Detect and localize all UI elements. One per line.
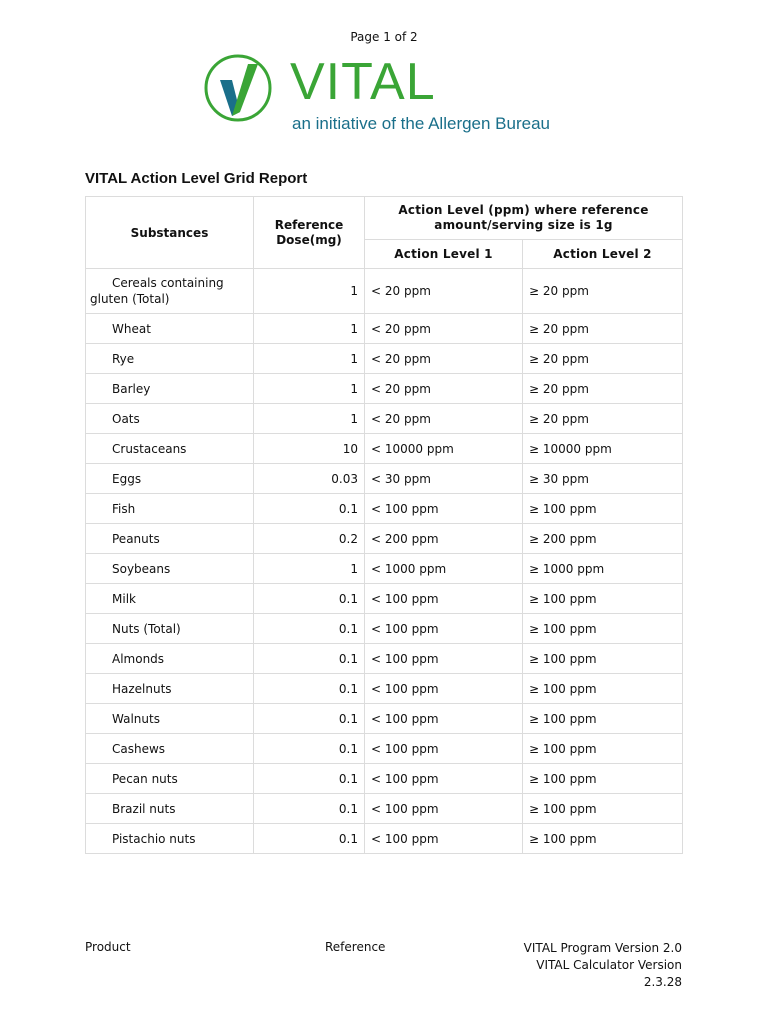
- action-level-1-cell: < 20 ppm: [365, 314, 523, 344]
- action-level-1-cell: < 100 ppm: [365, 704, 523, 734]
- table-row: [86, 464, 683, 494]
- substance-cell: Pecan nuts: [86, 764, 254, 794]
- action-level-2-cell: ≥ 100 ppm: [523, 764, 683, 794]
- page-number: Page 1 of 2: [350, 30, 418, 44]
- action-level-1-cell: < 100 ppm: [365, 734, 523, 764]
- action-level-2-cell: ≥ 100 ppm: [523, 674, 683, 704]
- action-level-1-cell: < 20 ppm: [365, 269, 523, 314]
- table-row: [86, 644, 683, 674]
- table-row: [86, 344, 683, 374]
- footer-product: Product: [85, 940, 131, 954]
- logo-tagline: an initiative of the Allergen Bureau: [292, 114, 551, 133]
- substance-cell: Milk: [86, 584, 254, 614]
- action-level-1-cell: < 30 ppm: [365, 464, 523, 494]
- action-level-2-cell: ≥ 100 ppm: [523, 794, 683, 824]
- grid-body: [86, 269, 683, 854]
- action-level-1-cell: < 10000 ppm: [365, 434, 523, 464]
- reference-dose-cell: 0.1: [254, 584, 365, 614]
- action-level-2-cell: ≥ 1000 ppm: [523, 554, 683, 584]
- table-row: [86, 824, 683, 854]
- header-substances: Substances: [86, 197, 254, 269]
- reference-dose-cell: 0.1: [254, 824, 365, 854]
- footer-version: [482, 940, 682, 991]
- table-row: [86, 554, 683, 584]
- action-level-1-cell: < 100 ppm: [365, 584, 523, 614]
- vital-logo: [200, 48, 570, 138]
- table-row: [86, 434, 683, 464]
- action-level-1-cell: < 100 ppm: [365, 614, 523, 644]
- action-level-2-cell: ≥ 100 ppm: [523, 584, 683, 614]
- action-level-grid: [85, 196, 683, 854]
- table-row: [86, 314, 683, 344]
- reference-dose-cell: 0.1: [254, 794, 365, 824]
- action-level-1-cell: < 100 ppm: [365, 494, 523, 524]
- action-level-2-cell: ≥ 20 ppm: [523, 374, 683, 404]
- reference-dose-cell: 0.1: [254, 494, 365, 524]
- reference-dose-cell: 0.1: [254, 764, 365, 794]
- table-row: [86, 614, 683, 644]
- action-level-1-cell: < 20 ppm: [365, 404, 523, 434]
- reference-dose-cell: 0.1: [254, 644, 365, 674]
- action-level-2-cell: ≥ 20 ppm: [523, 344, 683, 374]
- substance-cell: Walnuts: [86, 704, 254, 734]
- table-row: [86, 734, 683, 764]
- substance-cell: Cashews: [86, 734, 254, 764]
- substance-cell: Soybeans: [86, 554, 254, 584]
- table-row: [86, 674, 683, 704]
- table-row: [86, 494, 683, 524]
- action-level-1-cell: < 100 ppm: [365, 674, 523, 704]
- action-level-2-cell: ≥ 100 ppm: [523, 494, 683, 524]
- action-level-1-cell: < 20 ppm: [365, 344, 523, 374]
- substance-cell: Eggs: [86, 464, 254, 494]
- header-reference-dose: Reference Dose(mg): [254, 197, 365, 269]
- action-level-2-cell: ≥ 20 ppm: [523, 314, 683, 344]
- table-row: [86, 404, 683, 434]
- action-level-1-cell: < 100 ppm: [365, 644, 523, 674]
- table-row: [86, 794, 683, 824]
- action-level-2-cell: ≥ 10000 ppm: [523, 434, 683, 464]
- action-level-1-cell: < 100 ppm: [365, 794, 523, 824]
- action-level-2-cell: ≥ 100 ppm: [523, 704, 683, 734]
- table-row: [86, 374, 683, 404]
- table-row: [86, 764, 683, 794]
- footer-version-line: VITAL Program Version 2.0: [523, 941, 682, 955]
- substance-cell: Fish: [86, 494, 254, 524]
- substance-cell: Brazil nuts: [86, 794, 254, 824]
- action-level-2-cell: ≥ 200 ppm: [523, 524, 683, 554]
- reference-dose-cell: 1: [254, 404, 365, 434]
- reference-dose-cell: 0.1: [254, 704, 365, 734]
- footer-version-line: 2.3.28: [643, 975, 682, 989]
- action-level-2-cell: ≥ 100 ppm: [523, 734, 683, 764]
- action-level-1-cell: < 200 ppm: [365, 524, 523, 554]
- substance-cell: Nuts (Total): [86, 614, 254, 644]
- reference-dose-cell: 0.1: [254, 614, 365, 644]
- reference-dose-cell: 1: [254, 374, 365, 404]
- reference-dose-cell: 1: [254, 269, 365, 314]
- reference-dose-cell: 0.1: [254, 674, 365, 704]
- substance-cell: Barley: [86, 374, 254, 404]
- table-row: [86, 524, 683, 554]
- footer-version-line: VITAL Calculator Version: [536, 958, 682, 972]
- table-row: [86, 584, 683, 614]
- header-action-level-group: Action Level (ppm) where reference amount/serving size is 1g: [365, 197, 683, 240]
- header-action-level-1: Action Level 1: [365, 240, 523, 269]
- substance-cell: Hazelnuts: [86, 674, 254, 704]
- reference-dose-cell: 10: [254, 434, 365, 464]
- reference-dose-cell: 1: [254, 554, 365, 584]
- report-title: VITAL Action Level Grid Report: [85, 170, 308, 187]
- substance-cell: Cereals containing gluten (Total): [86, 269, 254, 314]
- substance-cell: Pistachio nuts: [86, 824, 254, 854]
- logo-brand: VITAL: [290, 53, 436, 111]
- substance-cell: Wheat: [86, 314, 254, 344]
- reference-dose-cell: 0.1: [254, 734, 365, 764]
- substance-cell: Crustaceans: [86, 434, 254, 464]
- action-level-1-cell: < 1000 ppm: [365, 554, 523, 584]
- reference-dose-cell: 1: [254, 344, 365, 374]
- substance-cell: Almonds: [86, 644, 254, 674]
- substance-cell: Rye: [86, 344, 254, 374]
- action-level-1-cell: < 100 ppm: [365, 764, 523, 794]
- action-level-2-cell: ≥ 30 ppm: [523, 464, 683, 494]
- action-level-2-cell: ≥ 20 ppm: [523, 269, 683, 314]
- action-level-2-cell: ≥ 100 ppm: [523, 644, 683, 674]
- action-level-2-cell: ≥ 100 ppm: [523, 824, 683, 854]
- reference-dose-cell: 1: [254, 314, 365, 344]
- table-row: [86, 704, 683, 734]
- table-row: [86, 269, 683, 314]
- vital-check-icon: [202, 50, 282, 130]
- footer-reference: Reference: [325, 940, 386, 954]
- substance-cell: Oats: [86, 404, 254, 434]
- action-level-2-cell: ≥ 100 ppm: [523, 614, 683, 644]
- reference-dose-cell: 0.2: [254, 524, 365, 554]
- action-level-1-cell: < 100 ppm: [365, 824, 523, 854]
- action-level-2-cell: ≥ 20 ppm: [523, 404, 683, 434]
- reference-dose-cell: 0.03: [254, 464, 365, 494]
- action-level-1-cell: < 20 ppm: [365, 374, 523, 404]
- substance-cell: Peanuts: [86, 524, 254, 554]
- header-action-level-2: Action Level 2: [523, 240, 683, 269]
